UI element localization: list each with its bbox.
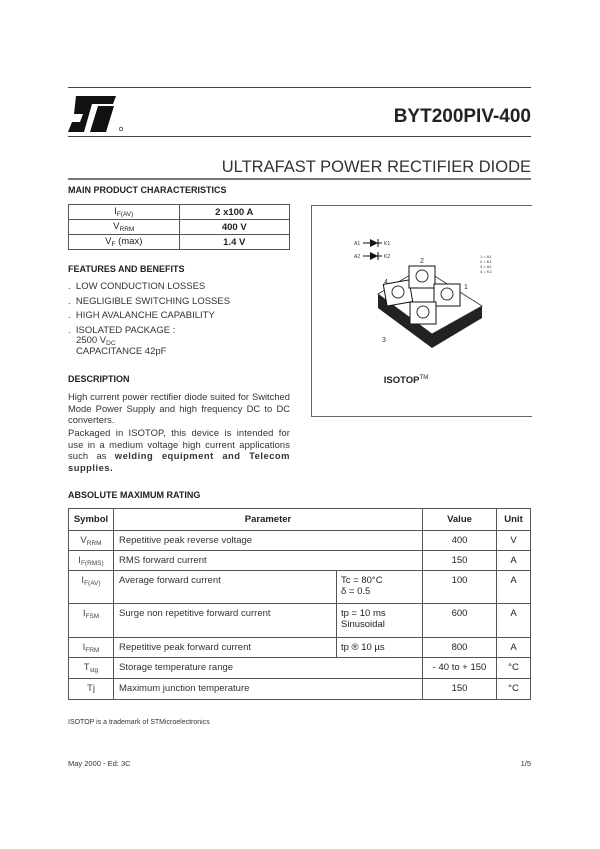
description-paragraph: High current power rectifier diode suited for Switched Mode Power Supply and high frequency DC to DC converters. (68, 391, 290, 425)
section-title: ABSOLUTE MAXIMUM RATING (68, 490, 201, 500)
svg-text:3 = A2: 3 = A2 (480, 264, 492, 269)
product-subtitle: ULTRAFAST POWER RECTIFIER DIODE (221, 158, 531, 176)
value-cell: 2 x100 A (179, 205, 290, 220)
table-row (69, 235, 290, 250)
table-row (69, 571, 531, 604)
edition: May 2000 - Ed: 3C (68, 759, 131, 768)
unit-cell: A (497, 571, 531, 604)
table-row (69, 679, 531, 700)
absolute-maximum-rating-table (68, 508, 531, 700)
table-row (69, 658, 531, 679)
svg-text:4 = K2: 4 = K2 (480, 269, 492, 274)
svg-text:A2: A2 (354, 254, 361, 260)
symbol-cell: $V_{RRM}$ (69, 531, 114, 551)
parameter-cell: RMS forward current (114, 551, 423, 571)
value-cell: - 40 to + 150 (423, 658, 497, 679)
parameter-cell: Repetitive peak reverse voltage (114, 531, 423, 551)
svg-text:1 = A1: 1 = A1 (480, 254, 492, 259)
svg-text:2: 2 (420, 258, 424, 265)
divider (68, 136, 531, 137)
trademark-footnote: ISOTOP is a trademark of STMicroelectronics (68, 719, 210, 726)
svg-text:1: 1 (464, 284, 468, 291)
parameter-cell: Repetitive peak forward current (114, 638, 337, 658)
symbol-cell: $V_{RRM}$ (69, 220, 180, 235)
unit-cell: A (497, 604, 531, 638)
value-cell: 150 (423, 551, 497, 571)
unit-cell: A (497, 551, 531, 571)
value-cell: 400 (423, 531, 497, 551)
svg-text:4: 4 (384, 279, 388, 286)
column-header: Parameter (114, 509, 423, 531)
symbol-cell: $V_F$ (max) (69, 235, 180, 250)
diode-label: A1 (354, 241, 361, 247)
svg-text:K2: K2 (384, 254, 391, 260)
table-row (69, 551, 531, 571)
svg-text:3: 3 (382, 337, 386, 344)
svg-text:2 = K1: 2 = K1 (480, 259, 492, 264)
table-row (69, 531, 531, 551)
part-number: BYT200PIV-400 (393, 106, 531, 127)
value-cell: 800 (423, 638, 497, 658)
divider (68, 87, 531, 88)
parameter-cell: Storage temperature range (114, 658, 423, 679)
page-number: 1/5 (520, 759, 531, 768)
condition-cell: tp = 10 ms Sinusoidal (337, 604, 423, 638)
isotop-package-drawing (312, 206, 532, 366)
section-title: MAIN PRODUCT CHARACTERISTICS (68, 185, 227, 195)
value-cell: 1.4 V (179, 235, 290, 250)
table-row (69, 220, 290, 235)
divider (68, 178, 531, 180)
table-row (69, 638, 531, 658)
table-row (69, 604, 531, 638)
feature-item: . HIGH AVALANCHE CAPABILITY (68, 310, 215, 321)
package-name: ISOTOP™ (383, 375, 429, 387)
value-cell: 150 (423, 679, 497, 700)
column-header: Unit (497, 509, 531, 531)
unit-cell: A (497, 638, 531, 658)
feature-item: . NEGLIGIBLE SWITCHING LOSSES (68, 295, 231, 307)
package-figure (311, 205, 532, 417)
isolation-voltage: 2500 $V_{DC}$ (76, 335, 116, 347)
parameter-cell: Average forward current (114, 571, 337, 604)
symbol-cell: $I_{FSM}$ (69, 604, 114, 638)
unit-cell: °C (497, 679, 531, 700)
value-cell: 600 (423, 604, 497, 638)
condition-cell: Tc = 80°C δ = 0.5 (337, 571, 423, 604)
unit-cell: V (497, 531, 531, 551)
feature-item: . ISOLATED PACKAGE : (68, 324, 176, 336)
capacitance: CAPACITANCE 42pF (76, 346, 167, 357)
st-logo (68, 96, 126, 137)
value-cell: 400 V (179, 220, 290, 235)
parameter-cell: Surge non repetitive forward current (114, 604, 337, 638)
symbol-cell: $I_{F(AV)}$ (69, 205, 180, 220)
symbol-cell: Tj (69, 679, 114, 700)
parameter-cell: Maximum junction temperature (114, 679, 423, 700)
condition-cell: tp ® 10 µs (337, 638, 423, 658)
unit-cell: °C (497, 658, 531, 679)
description-paragraph: Packaged in ISOTOP, this device is intended for use in a medium voltage high current applications such as welding equipment and Telecom supplies. (68, 427, 290, 473)
main-characteristics-table (68, 204, 290, 250)
svg-text:K1: K1 (384, 241, 391, 247)
column-header: Symbol (69, 509, 114, 531)
symbol-cell: $I_{F(RMS)}$ (69, 551, 114, 571)
symbol-cell: $T_{stg}$ (69, 658, 114, 679)
table-row (69, 205, 290, 220)
feature-item: . LOW CONDUCTION LOSSES (68, 281, 206, 292)
section-title: DESCRIPTION (68, 374, 130, 384)
symbol-cell: $I_{F(AV)}$ (69, 571, 114, 604)
value-cell: 100 (423, 571, 497, 604)
symbol-cell: $I_{FRM}$ (69, 638, 114, 658)
column-header: Value (423, 509, 497, 531)
section-title: FEATURES AND BENEFITS (68, 264, 185, 274)
